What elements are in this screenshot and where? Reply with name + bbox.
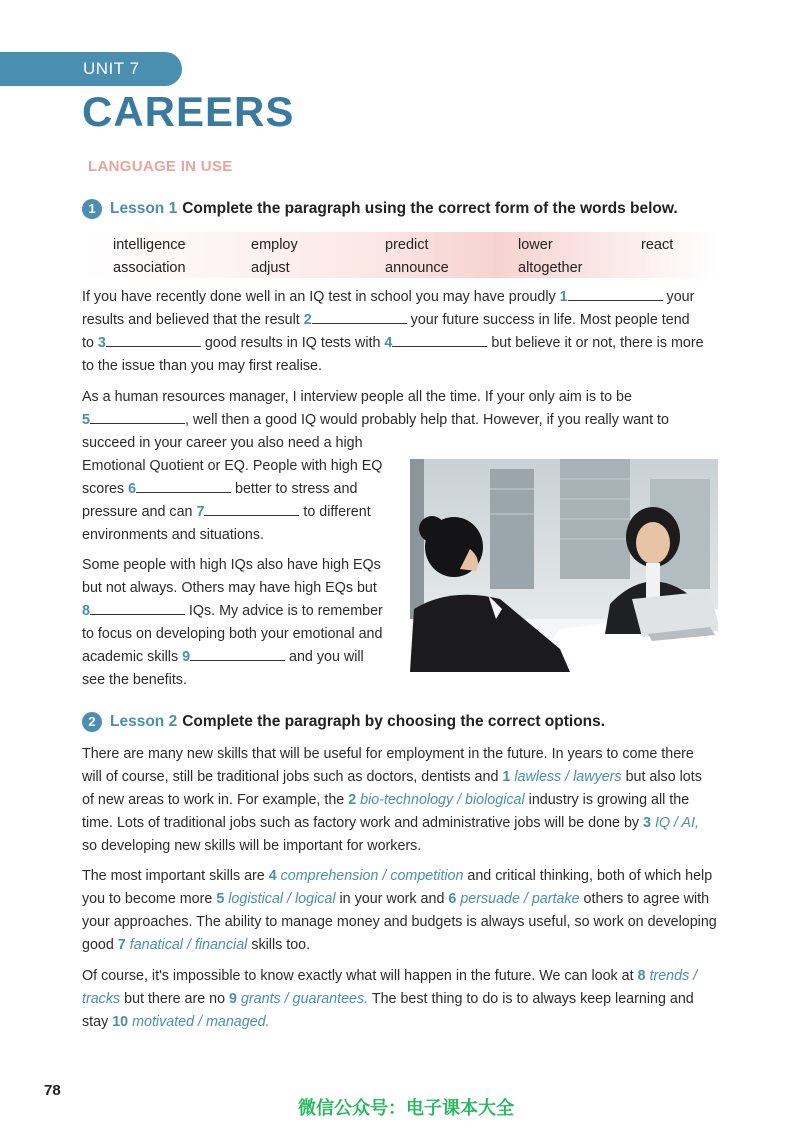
lesson2-name: Lesson 2 [110, 713, 178, 730]
lesson2-paragraph-3: Of course, it's impossible to know exactly what will happen in the future. We can look at 8 trends / tracks but there are no 9 grants / guarantees. The best thing to do is to always keep learning and stay 10 motivated / managed. [82, 968, 698, 1030]
unit-tab: UNIT 7 [0, 52, 182, 86]
word-item: predict [385, 237, 429, 253]
answer-blank-9[interactable] [190, 646, 285, 661]
option-choice-8b[interactable]: tracks [82, 991, 121, 1007]
option-choice-4[interactable]: comprehension / competition [280, 868, 464, 884]
interview-illustration [410, 459, 718, 672]
lesson1-name: Lesson 1 [110, 200, 178, 217]
word-box [82, 232, 718, 278]
section-label: LANGUAGE IN USE [88, 158, 233, 175]
interview-photo [410, 459, 718, 672]
answer-blank-7[interactable] [204, 501, 299, 516]
option-choice-9[interactable]: grants / guarantees. [240, 991, 369, 1007]
answer-blank-2[interactable] [312, 309, 407, 324]
word-item: adjust [251, 260, 290, 276]
lesson2-instruction: Complete the paragraph by choosing the correct options. [182, 713, 606, 730]
wechat-footer: 微信公众号：电子课本大全 [298, 1098, 514, 1119]
lesson2-paragraph-2: The most important skills are 4 comprehension / competition and critical thinking, both of which help you to become more 5 logistical / logical in your work and 6 persuade / partake others to agree with your approaches. The ability to manage money and budgets is always useful, so work on developing good 7 fanatical / financial skills too. [82, 868, 717, 953]
lesson2-number-badge: 2 [82, 712, 102, 732]
word-item: intelligence [113, 237, 186, 253]
answer-blank-1[interactable] [568, 286, 663, 301]
option-choice-3[interactable]: IQ / AI, [654, 815, 699, 831]
word-item: lower [518, 237, 553, 253]
word-item: altogether [518, 260, 583, 276]
page-title: CAREERS [82, 88, 295, 135]
option-choice-6[interactable]: persuade / partake [460, 891, 580, 907]
answer-blank-4[interactable] [392, 332, 487, 347]
answer-blank-6[interactable] [136, 478, 231, 493]
option-choice-5[interactable]: logistical / logical [228, 891, 336, 907]
page-number: 78 [44, 1082, 61, 1099]
option-choice-2[interactable]: bio-technology / biological [360, 792, 525, 808]
lesson1-instruction: Complete the paragraph using the correct form of the words below. [182, 200, 678, 217]
word-item: employ [251, 237, 298, 253]
lesson1-number-badge: 1 [82, 199, 102, 219]
option-choice-1[interactable]: lawless / lawyers [514, 769, 622, 785]
word-item: react [641, 237, 674, 253]
option-choice-8a[interactable]: trends / [649, 968, 698, 984]
answer-blank-8[interactable] [90, 600, 185, 615]
lesson1-paragraph-1: If you have recently done well in an IQ test in school you may have proudly 1 your results and believed that the result 2 your future success in life. Most people tend to 3 good results in IQ tests with 4 but believe it or not, there is more to the issue than you may first realise. [82, 286, 722, 378]
lesson1-heading [82, 199, 678, 219]
option-choice-7[interactable]: fanatical / financial [129, 937, 248, 953]
word-item: association [113, 260, 186, 276]
lesson2-paragraph-1: There are many new skills that will be useful for employment in the future. In years to come there will of course, still be traditional jobs such as doctors, dentists and 1 lawless / lawyers but also lots of new areas to work in. For example, the 2 bio-technology / biological industry is growing all the time. Lots of traditional jobs such as factory work and administrative jobs will be done by 3 IQ / AI, so developing new skills will be important for workers. [82, 746, 702, 854]
answer-blank-5[interactable] [90, 409, 185, 424]
option-choice-10[interactable]: motivated / managed. [132, 1014, 270, 1030]
lesson2-heading [82, 712, 605, 732]
word-item: announce [385, 260, 449, 276]
lesson1-paragraph-2: As a human resources manager, I interview people all the time. If your only aim is to be 5 , well then a good IQ would probably help that. However, if you really want to succeed in your career you also need a high Emotional Quotient or EQ. People with high EQ scores 6 better to stress and pressure and can 7 to different environments and situations. [82, 389, 669, 543]
lesson1-paragraph-3: Some people with high IQs also have high EQs but not always. Others may have high EQs but 8 IQs. My advice is to remember to focus on developing both your emotional and academic skills 9 and you will see the benefits. [82, 557, 383, 688]
answer-blank-3[interactable] [106, 332, 201, 347]
